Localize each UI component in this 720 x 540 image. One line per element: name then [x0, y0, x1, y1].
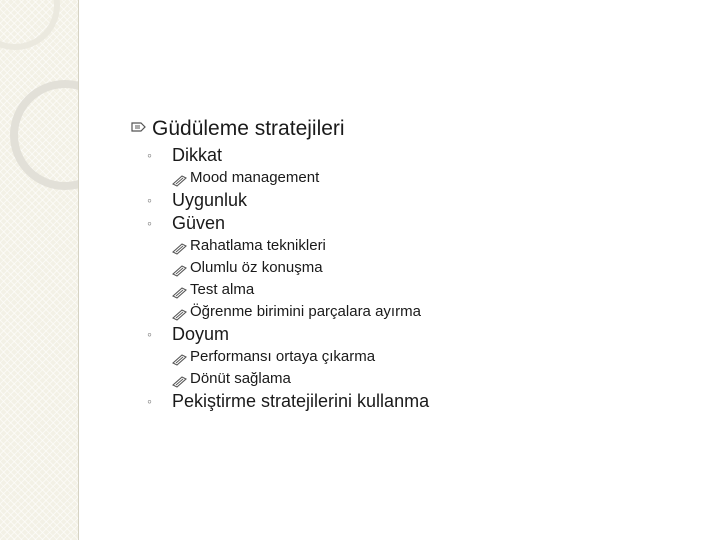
- bullet-item-level-2: [130, 189, 690, 212]
- arrow-bullet-icon: [172, 240, 188, 253]
- heading-text: Güdüleme stratejileri: [152, 117, 345, 140]
- item-text: Dönüt sağlama: [190, 370, 291, 387]
- ring-bullet-icon: ◦: [147, 147, 152, 163]
- arrow-bullet-icon: [172, 306, 188, 319]
- ring-bullet-icon: ◦: [147, 215, 152, 231]
- bullet-item-level-3: [130, 346, 690, 368]
- bullet-item-level-2: [130, 212, 690, 235]
- bullet-item-level-2: [130, 390, 690, 413]
- ring-bullet-icon: ◦: [147, 393, 152, 409]
- item-text: Rahatlama teknikleri: [190, 237, 326, 254]
- arrow-bullet-icon: [172, 172, 188, 185]
- item-text: Güven: [172, 213, 226, 233]
- item-text: Doyum: [172, 324, 230, 344]
- ring-bullet-icon: ◦: [147, 326, 152, 342]
- bullet-item-level-3: [130, 368, 690, 390]
- bullet-item-level-3: [130, 235, 690, 257]
- item-text: Pekiştirme stratejilerini kullanma: [172, 391, 430, 411]
- bullet-item-level-2: [130, 144, 690, 167]
- item-text: Uygunluk: [172, 190, 248, 210]
- decorative-ring: [10, 80, 79, 190]
- item-text: Dikkat: [172, 145, 223, 165]
- bullet-item-level-1: [130, 114, 690, 144]
- arrow-bullet-icon: [172, 262, 188, 275]
- item-text: Olumlu öz konuşma: [190, 259, 323, 276]
- item-text: Performansı ortaya çıkarma: [190, 348, 376, 365]
- item-text: Öğrenme birimini parçalara ayırma: [190, 303, 421, 320]
- bullet-item-level-2: [130, 323, 690, 346]
- arrow-bullet-icon: [172, 373, 188, 386]
- arrow-bullet-icon: [172, 284, 188, 297]
- item-text: Mood management: [190, 169, 320, 186]
- arrow-bullet-icon: [172, 351, 188, 364]
- bullet-item-level-3: [130, 279, 690, 301]
- item-text: Test alma: [190, 281, 255, 298]
- decorative-sidebar: [0, 0, 79, 540]
- slide-content: [130, 114, 690, 413]
- bullet-item-level-3: [130, 301, 690, 323]
- bullet-item-level-3: [130, 257, 690, 279]
- page-icon: [130, 114, 148, 144]
- ring-bullet-icon: ◦: [147, 192, 152, 208]
- decorative-ring: [0, 0, 60, 50]
- bullet-item-level-3: [130, 167, 690, 189]
